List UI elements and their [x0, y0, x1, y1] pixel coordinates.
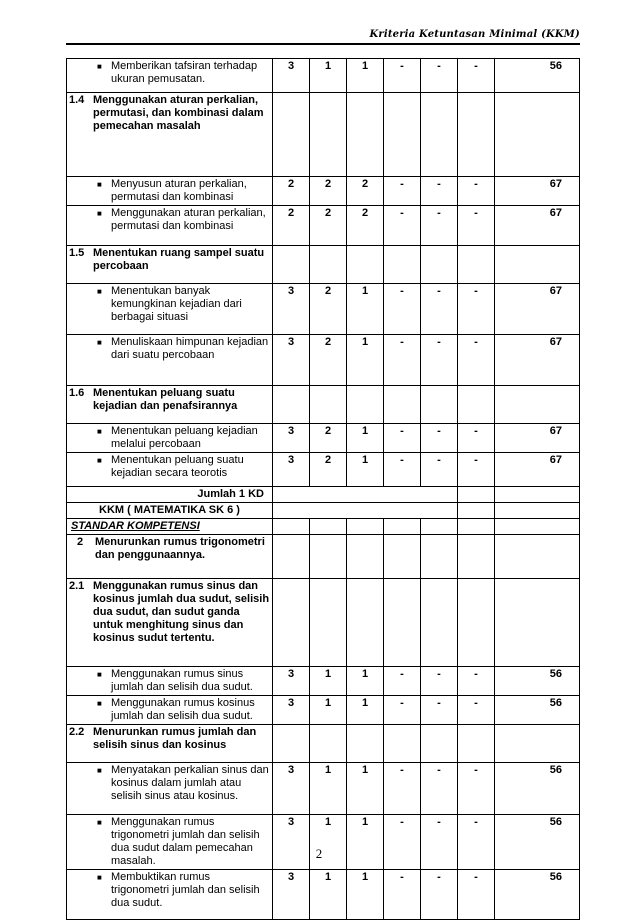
- table-row: [67, 487, 580, 503]
- competency-code: 2.2: [69, 726, 85, 738]
- square-bullet-icon: ■: [97, 670, 102, 679]
- square-bullet-icon: ■: [97, 427, 102, 436]
- score-cell: 1: [347, 763, 384, 815]
- score-cell: -: [421, 177, 458, 206]
- empty-cell: [495, 93, 580, 177]
- score-cell: 1: [347, 453, 384, 487]
- score-cell: 3: [273, 59, 310, 93]
- empty-cell: [458, 386, 495, 424]
- score-cell: 3: [273, 424, 310, 453]
- kkm-value-cell: 67: [495, 424, 580, 453]
- score-cell: 3: [273, 815, 310, 870]
- score-cell: 2: [310, 453, 347, 487]
- empty-cell: [421, 246, 458, 284]
- square-bullet-icon: ■: [97, 62, 102, 71]
- indicator-cell: [67, 519, 273, 535]
- score-cell: 2: [310, 206, 347, 246]
- score-cell: -: [384, 696, 421, 725]
- score-cell: -: [421, 59, 458, 93]
- empty-cell: [384, 246, 421, 284]
- table-row: [67, 453, 580, 487]
- score-cell: -: [421, 763, 458, 815]
- indicator-text: Menggunakan rumus kosinus jumlah dan selisih dua sudut.: [111, 697, 255, 722]
- empty-cell: [458, 503, 495, 519]
- competency-text: Menurunkan rumus trigonometri dan penggunaannya.: [95, 536, 265, 561]
- section-label: STANDAR KOMPETENSI: [71, 520, 200, 532]
- score-cell: 1: [347, 667, 384, 696]
- score-cell: 1: [310, 870, 347, 920]
- indicator-text: Menentukan peluang kejadian melalui percobaan: [111, 425, 258, 450]
- indicator-cell: [67, 284, 273, 335]
- basic-competency-heading: [69, 247, 270, 273]
- score-cell: 1: [310, 59, 347, 93]
- table-row: [67, 519, 580, 535]
- score-cell: 1: [347, 815, 384, 870]
- indicator-item: [69, 764, 270, 803]
- empty-cell: [495, 579, 580, 667]
- empty-cell: [310, 93, 347, 177]
- kkm-value-cell: 67: [495, 335, 580, 386]
- empty-cell: [310, 519, 347, 535]
- score-cell: -: [458, 870, 495, 920]
- score-cell: -: [458, 59, 495, 93]
- table-row: [67, 725, 580, 763]
- empty-cell: [273, 246, 310, 284]
- square-bullet-icon: ■: [97, 818, 102, 827]
- score-cell: -: [421, 424, 458, 453]
- score-cell: -: [384, 763, 421, 815]
- kkm-value-cell: 56: [495, 763, 580, 815]
- empty-cell: [421, 579, 458, 667]
- empty-cell: [458, 725, 495, 763]
- table-row: [67, 177, 580, 206]
- indicator-cell: [67, 667, 273, 696]
- table-row: [67, 246, 580, 284]
- score-cell: 2: [310, 284, 347, 335]
- score-cell: -: [384, 206, 421, 246]
- table-row: [67, 284, 580, 335]
- empty-cell: [384, 579, 421, 667]
- competency-code: 1.6: [69, 387, 85, 399]
- indicator-text: Menentukan peluang suatu kejadian secara teorotis: [111, 454, 244, 479]
- competency-text: Menurunkan rumus jumlah dan selisih sinus dan kosinus: [93, 726, 257, 751]
- indicator-cell: [67, 579, 273, 667]
- empty-cell: [495, 725, 580, 763]
- kkm-value-cell: 56: [495, 667, 580, 696]
- kkm-value-cell: 67: [495, 453, 580, 487]
- square-bullet-icon: ■: [97, 766, 102, 775]
- indicator-cell: [67, 424, 273, 453]
- score-cell: 2: [310, 335, 347, 386]
- score-cell: -: [384, 667, 421, 696]
- competency-text: Menentukan ruang sampel suatu percobaan: [93, 247, 265, 272]
- empty-cell: [273, 487, 458, 503]
- empty-cell: [347, 246, 384, 284]
- empty-cell: [458, 487, 495, 503]
- total-label: Jumlah 1 KD: [197, 488, 264, 500]
- indicator-item: [69, 697, 270, 723]
- empty-cell: [310, 535, 347, 579]
- document-header-title: Kriteria Ketuntasan Minimal (KKM): [369, 29, 580, 40]
- basic-competency-heading: [69, 580, 270, 645]
- score-cell: -: [421, 206, 458, 246]
- indicator-cell: [67, 696, 273, 725]
- score-cell: -: [458, 815, 495, 870]
- indicator-cell: [67, 487, 273, 503]
- score-cell: 3: [273, 763, 310, 815]
- score-cell: -: [458, 667, 495, 696]
- header-rule: [66, 43, 580, 45]
- indicator-cell: [67, 59, 273, 93]
- table-row: [67, 667, 580, 696]
- indicator-item: [69, 425, 270, 451]
- table-row: [67, 870, 580, 920]
- empty-cell: [421, 725, 458, 763]
- indicator-text: Menuliskaan himpunan kejadian dari suatu percobaan: [111, 336, 269, 361]
- empty-cell: [384, 93, 421, 177]
- empty-cell: [421, 386, 458, 424]
- table-row: [67, 59, 580, 93]
- score-cell: 2: [310, 177, 347, 206]
- empty-cell: [421, 535, 458, 579]
- score-cell: -: [384, 453, 421, 487]
- score-cell: -: [421, 335, 458, 386]
- empty-cell: [458, 246, 495, 284]
- empty-cell: [347, 725, 384, 763]
- score-cell: 3: [273, 667, 310, 696]
- score-cell: 2: [273, 206, 310, 246]
- score-cell: 3: [273, 335, 310, 386]
- empty-cell: [273, 93, 310, 177]
- indicator-item: [69, 178, 270, 204]
- score-cell: -: [458, 696, 495, 725]
- score-cell: -: [421, 696, 458, 725]
- score-cell: -: [421, 815, 458, 870]
- score-cell: 1: [310, 815, 347, 870]
- empty-cell: [458, 519, 495, 535]
- indicator-text: Membuktikan rumus trigonometri jumlah dan selisih dua sudut.: [111, 871, 260, 909]
- score-cell: -: [384, 177, 421, 206]
- empty-cell: [347, 519, 384, 535]
- empty-cell: [458, 93, 495, 177]
- score-cell: 1: [310, 667, 347, 696]
- score-cell: -: [458, 284, 495, 335]
- table-row: [67, 535, 580, 579]
- competency-text: Menggunakan rumus sinus dan kosinus jumlah dua sudut, selisih dua sudut, dan sudut ganda untuk menghitung sinus dan kosinus sudut tertentu.: [93, 580, 270, 644]
- table-row: [67, 206, 580, 246]
- empty-cell: [495, 535, 580, 579]
- indicator-cell: [67, 503, 273, 519]
- indicator-cell: [67, 246, 273, 284]
- score-cell: 1: [347, 696, 384, 725]
- kkm-value-cell: 56: [495, 815, 580, 870]
- score-cell: 2: [347, 206, 384, 246]
- indicator-item: [69, 207, 270, 233]
- table-row: [67, 763, 580, 815]
- kkm-value-cell: 67: [495, 177, 580, 206]
- score-cell: 3: [273, 870, 310, 920]
- table-row: [67, 386, 580, 424]
- empty-cell: [421, 93, 458, 177]
- indicator-item: [69, 60, 270, 86]
- kkm-value-cell: 56: [495, 696, 580, 725]
- empty-cell: [458, 579, 495, 667]
- basic-competency-heading: [69, 94, 270, 133]
- empty-cell: [310, 386, 347, 424]
- empty-cell: [310, 579, 347, 667]
- score-cell: 1: [347, 59, 384, 93]
- table-row: [67, 503, 580, 519]
- score-cell: 1: [310, 696, 347, 725]
- table-row: [67, 335, 580, 386]
- indicator-text: Menyusun aturan perkalian, permutasi dan kombinasi: [111, 178, 247, 203]
- table-row: [67, 424, 580, 453]
- empty-cell: [495, 487, 580, 503]
- competency-code: 1.4: [69, 94, 85, 106]
- indicator-cell: [67, 453, 273, 487]
- competency-text: Menentukan peluang suatu kejadian dan penafsirannya: [93, 387, 238, 412]
- score-cell: -: [384, 424, 421, 453]
- empty-cell: [384, 535, 421, 579]
- empty-cell: [273, 519, 310, 535]
- competency-text: Menggunakan aturan perkalian, permutasi, dan kombinasi dalam pemecahan masalah: [93, 94, 264, 132]
- indicator-cell: [67, 535, 273, 579]
- indicator-text: Menggunakan aturan perkalian, permutasi dan kombinasi: [111, 207, 266, 232]
- indicator-cell: [67, 206, 273, 246]
- kkm-table: [66, 58, 580, 920]
- empty-cell: [273, 503, 458, 519]
- square-bullet-icon: ■: [97, 873, 102, 882]
- indicator-cell: [67, 386, 273, 424]
- score-cell: -: [384, 335, 421, 386]
- table-row: [67, 579, 580, 667]
- indicator-item: [69, 668, 270, 694]
- score-cell: -: [458, 206, 495, 246]
- empty-cell: [273, 579, 310, 667]
- indicator-cell: [67, 870, 273, 920]
- empty-cell: [273, 386, 310, 424]
- kkm-label: KKM ( MATEMATIKA SK 6 ): [99, 504, 240, 516]
- empty-cell: [421, 519, 458, 535]
- indicator-item: [69, 336, 270, 362]
- score-cell: -: [384, 815, 421, 870]
- competency-code: 1.5: [69, 247, 85, 259]
- indicator-text: Menggunakan rumus trigonometri jumlah dan selisih dua sudut dalam pemecahan masalah.: [111, 816, 260, 867]
- kkm-value-cell: 67: [495, 284, 580, 335]
- indicator-cell: [67, 725, 273, 763]
- score-cell: 1: [347, 870, 384, 920]
- empty-cell: [310, 725, 347, 763]
- score-cell: 1: [347, 424, 384, 453]
- table-row: [67, 696, 580, 725]
- score-cell: 1: [310, 763, 347, 815]
- empty-cell: [495, 246, 580, 284]
- score-cell: -: [458, 335, 495, 386]
- square-bullet-icon: ■: [97, 287, 102, 296]
- empty-cell: [384, 519, 421, 535]
- score-cell: 1: [347, 284, 384, 335]
- indicator-text: Menggunakan rumus sinus jumlah dan selisih dua sudut.: [111, 668, 253, 693]
- score-cell: -: [458, 763, 495, 815]
- score-cell: 3: [273, 453, 310, 487]
- empty-cell: [347, 535, 384, 579]
- score-cell: -: [458, 453, 495, 487]
- score-cell: 2: [273, 177, 310, 206]
- indicator-text: Menyatakan perkalian sinus dan kosinus dalam jumlah atau selisih sinus atau kosinus.: [111, 764, 269, 802]
- competency-standard: [69, 536, 270, 562]
- square-bullet-icon: ■: [97, 180, 102, 189]
- competency-code: 2: [77, 536, 84, 548]
- basic-competency-heading: [69, 387, 270, 413]
- kkm-value-cell: 67: [495, 206, 580, 246]
- score-cell: -: [384, 284, 421, 335]
- square-bullet-icon: ■: [97, 338, 102, 347]
- kkm-table-body: [67, 59, 580, 920]
- page-number: 2: [315, 846, 323, 861]
- square-bullet-icon: ■: [97, 209, 102, 218]
- square-bullet-icon: ■: [97, 699, 102, 708]
- table-row: [67, 93, 580, 177]
- score-cell: 2: [347, 177, 384, 206]
- score-cell: -: [458, 424, 495, 453]
- score-cell: -: [421, 284, 458, 335]
- score-cell: -: [421, 667, 458, 696]
- empty-cell: [347, 579, 384, 667]
- indicator-text: Memberikan tafsiran terhadap ukuran pemusatan.: [111, 60, 258, 85]
- indicator-item: [69, 454, 270, 480]
- score-cell: -: [384, 59, 421, 93]
- indicator-cell: [67, 177, 273, 206]
- indicator-item: [69, 871, 270, 910]
- competency-code: 2.1: [69, 580, 85, 592]
- empty-cell: [347, 93, 384, 177]
- score-cell: -: [384, 870, 421, 920]
- kkm-value-cell: 56: [495, 870, 580, 920]
- basic-competency-heading: [69, 726, 270, 752]
- kkm-value-cell: 56: [495, 59, 580, 93]
- empty-cell: [273, 725, 310, 763]
- empty-cell: [347, 386, 384, 424]
- empty-cell: [495, 386, 580, 424]
- empty-cell: [310, 246, 347, 284]
- score-cell: 2: [310, 424, 347, 453]
- score-cell: -: [458, 177, 495, 206]
- indicator-cell: [67, 93, 273, 177]
- empty-cell: [495, 519, 580, 535]
- empty-cell: [273, 535, 310, 579]
- empty-cell: [384, 386, 421, 424]
- empty-cell: [495, 503, 580, 519]
- empty-cell: [458, 535, 495, 579]
- score-cell: 1: [347, 335, 384, 386]
- indicator-text: Menentukan banyak kemungkinan kejadian dari berbagai situasi: [111, 285, 242, 323]
- score-cell: 3: [273, 284, 310, 335]
- indicator-item: [69, 285, 270, 324]
- empty-cell: [384, 725, 421, 763]
- indicator-cell: [67, 763, 273, 815]
- score-cell: -: [421, 870, 458, 920]
- score-cell: -: [421, 453, 458, 487]
- score-cell: 3: [273, 696, 310, 725]
- indicator-cell: [67, 335, 273, 386]
- square-bullet-icon: ■: [97, 456, 102, 465]
